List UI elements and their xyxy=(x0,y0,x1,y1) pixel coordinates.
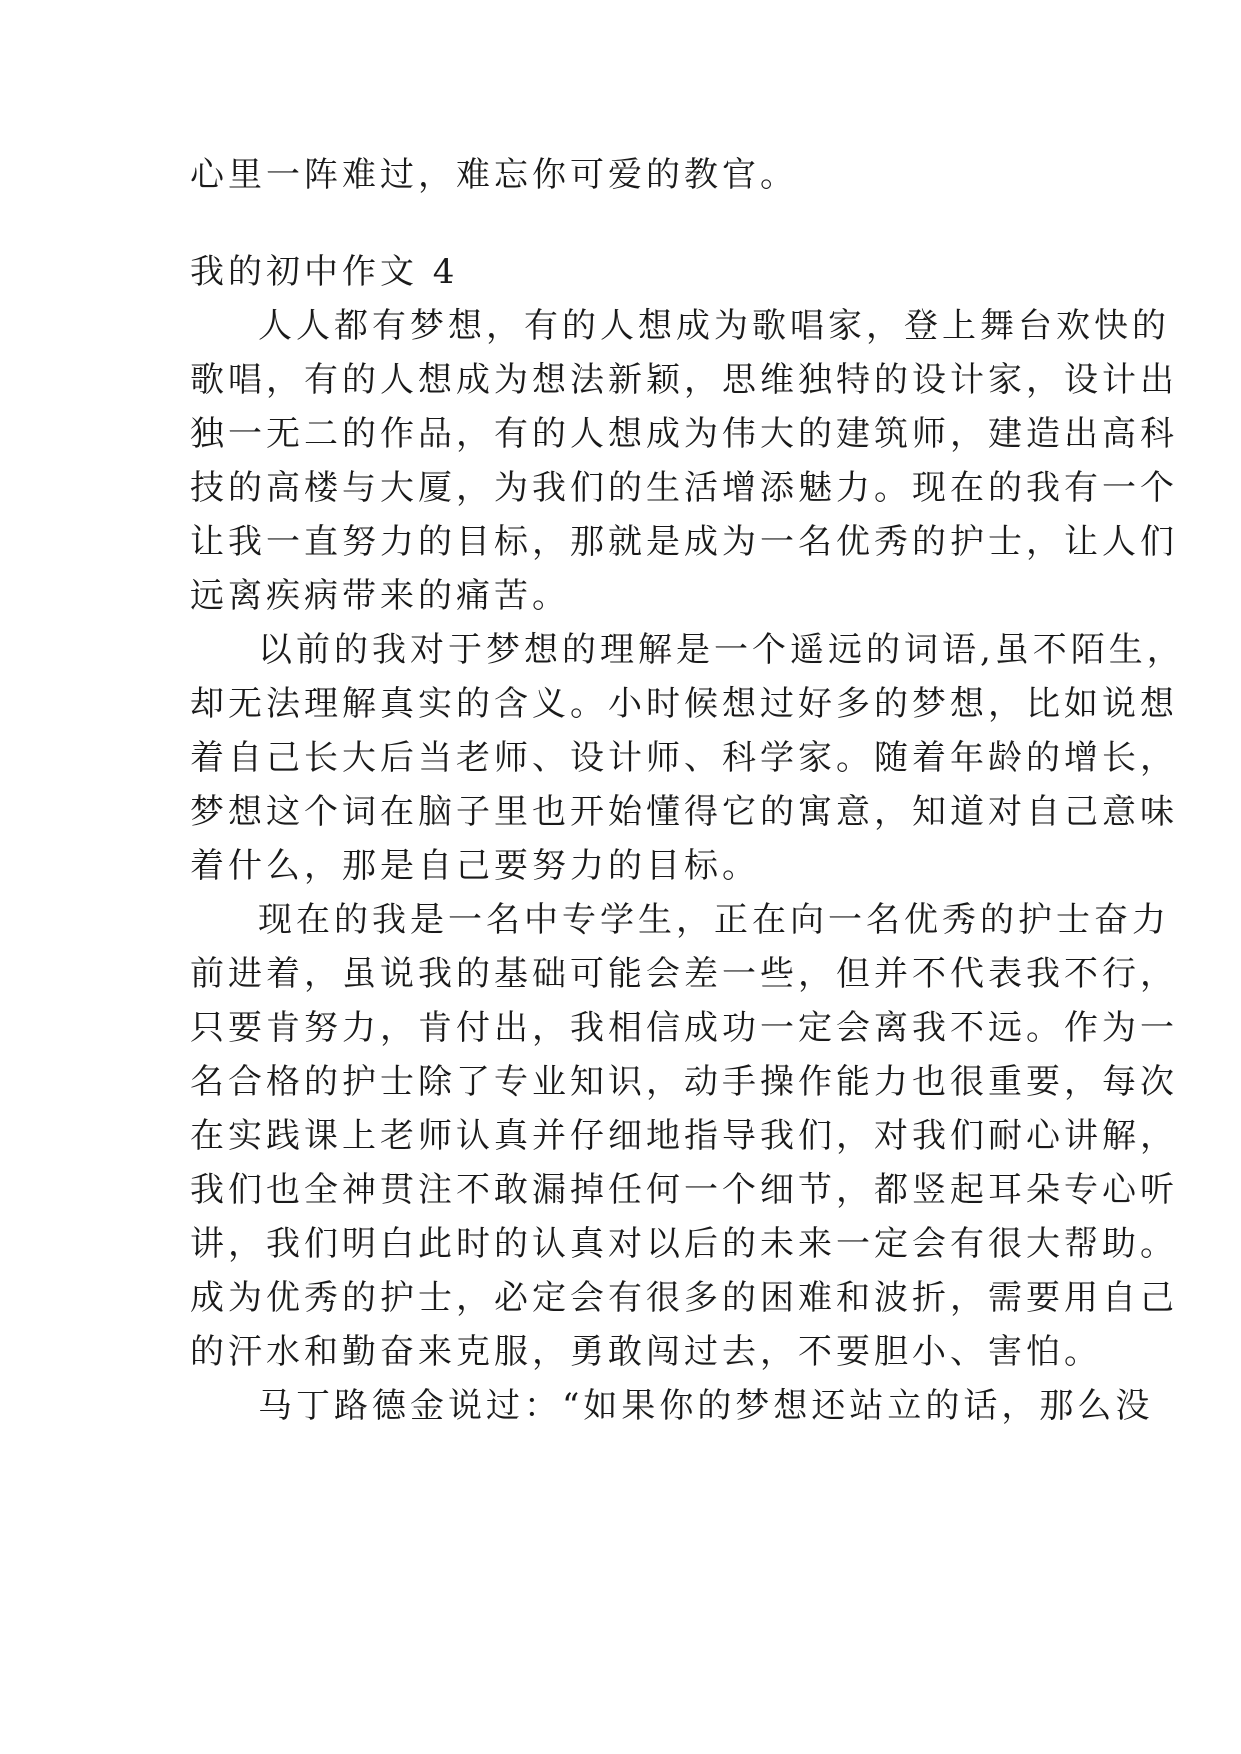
paragraph-line: 名合格的护士除了专业知识，动手操作能力也很重要，每次 xyxy=(190,1062,1178,1102)
essay-heading: 我的初中作文 4 xyxy=(190,252,459,292)
paragraph-line: 在实践课上老师认真并仔细地指导我们，对我们耐心讲解， xyxy=(190,1116,1178,1156)
paragraph-line: 远离疾病带来的痛苦。 xyxy=(190,576,570,616)
paragraph-line: 着自己长大后当老师、设计师、科学家。随着年龄的增长， xyxy=(190,738,1178,778)
paragraph-line: 技的高楼与大厦，为我们的生活增添魅力。现在的我有一个 xyxy=(190,468,1178,508)
paragraph-line: 人人都有梦想，有的人想成为歌唱家，登上舞台欢快的 xyxy=(258,306,1170,346)
continuation-line: 心里一阵难过，难忘你可爱的教官。 xyxy=(190,155,798,195)
paragraph-line: 却无法理解真实的含义。小时候想过好多的梦想，比如说想 xyxy=(190,684,1178,724)
paragraph-line: 让我一直努力的目标，那就是成为一名优秀的护士，让人们 xyxy=(190,522,1178,562)
paragraph-line: 歌唱，有的人想成为想法新颖，思维独特的设计家，设计出 xyxy=(190,360,1178,400)
paragraph-line: 着什么，那是自己要努力的目标。 xyxy=(190,846,760,886)
paragraph-line: 的汗水和勤奋来克服，勇敢闯过去，不要胆小、害怕。 xyxy=(190,1332,1102,1372)
paragraph-line: 梦想这个词在脑子里也开始懂得它的寓意，知道对自己意味 xyxy=(190,792,1178,832)
paragraph-line: 成为优秀的护士，必定会有很多的困难和波折，需要用自己 xyxy=(190,1278,1178,1318)
paragraph-line: 独一无二的作品，有的人想成为伟大的建筑师，建造出高科 xyxy=(190,414,1178,454)
paragraph-line: 讲，我们明白此时的认真对以后的未来一定会有很大帮助。 xyxy=(190,1224,1178,1264)
paragraph-line: 现在的我是一名中专学生，正在向一名优秀的护士奋力 xyxy=(258,900,1170,940)
paragraph-line: 我们也全神贯注不敢漏掉任何一个细节，都竖起耳朵专心听 xyxy=(190,1170,1178,1210)
paragraph-line: 以前的我对于梦想的理解是一个遥远的词语,虽不陌生， xyxy=(258,630,1185,670)
paragraph-line: 马丁路德金说过：“如果你的梦想还站立的话，那么没 xyxy=(258,1386,1154,1426)
paragraph-line: 只要肯努力，肯付出，我相信成功一定会离我不远。作为一 xyxy=(190,1008,1178,1048)
paragraph-line: 前进着，虽说我的基础可能会差一些，但并不代表我不行， xyxy=(190,954,1178,994)
